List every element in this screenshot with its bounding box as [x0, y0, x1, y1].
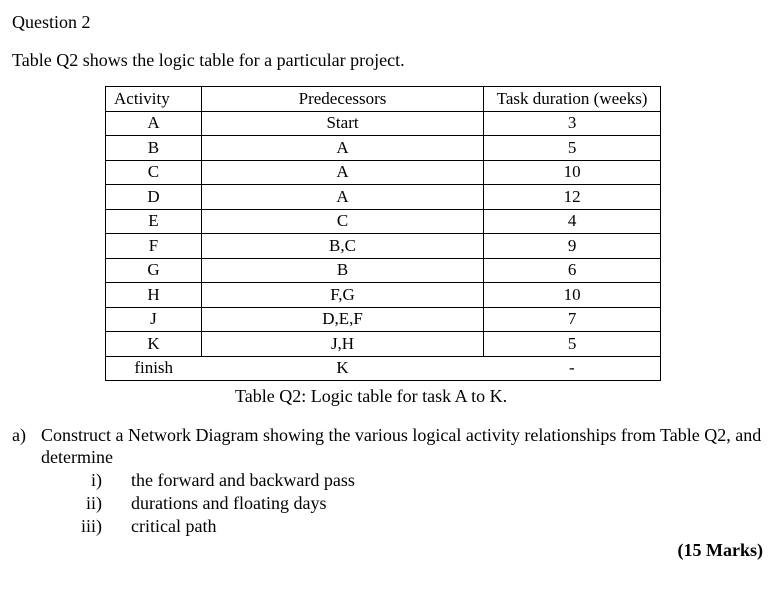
marks-label: (15 Marks)	[677, 540, 763, 560]
table-row	[106, 136, 661, 161]
cell-activity: G	[106, 258, 202, 283]
subitem-number: iii)	[81, 516, 102, 536]
cell-activity: B	[106, 136, 202, 161]
cell-activity: finish	[106, 356, 202, 381]
cell-activity: D	[106, 185, 202, 210]
cell-predecessors: Start	[201, 111, 483, 136]
header-activity: Activity	[106, 87, 202, 112]
cell-predecessors: A	[201, 185, 483, 210]
subitem-text: critical path	[131, 516, 217, 536]
cell-duration: 6	[484, 258, 661, 283]
question-heading: Question 2	[12, 12, 91, 32]
subitem-text: durations and floating days	[131, 493, 327, 513]
table-row	[106, 332, 661, 357]
table-row	[106, 111, 661, 136]
cell-predecessors: C	[201, 209, 483, 234]
cell-duration: 12	[484, 185, 661, 210]
table-row	[106, 209, 661, 234]
subitem-number: ii)	[86, 493, 102, 513]
table-row	[106, 234, 661, 259]
cell-activity: A	[106, 111, 202, 136]
header-duration: Task duration (weeks)	[484, 87, 661, 112]
cell-predecessors: K	[201, 356, 483, 381]
logic-table	[105, 86, 661, 381]
part-a-marker: a)	[12, 425, 26, 445]
cell-activity: K	[106, 332, 202, 357]
cell-duration: 10	[484, 160, 661, 185]
table-row	[106, 258, 661, 283]
table-caption: Table Q2: Logic table for task A to K.	[235, 386, 508, 406]
header-predecessors: Predecessors	[201, 87, 483, 112]
cell-duration: 3	[484, 111, 661, 136]
question-intro: Table Q2 shows the logic table for a particular project.	[12, 50, 405, 70]
cell-predecessors: A	[201, 136, 483, 161]
cell-duration: 5	[484, 332, 661, 357]
cell-predecessors: J,H	[201, 332, 483, 357]
table-row	[106, 160, 661, 185]
cell-predecessors: B,C	[201, 234, 483, 259]
table-row	[106, 283, 661, 308]
cell-activity: E	[106, 209, 202, 234]
table-row	[106, 356, 661, 381]
table-row	[106, 307, 661, 332]
table-header-row	[106, 87, 661, 112]
cell-activity: F	[106, 234, 202, 259]
cell-predecessors: B	[201, 258, 483, 283]
cell-predecessors: F,G	[201, 283, 483, 308]
subitem-number: i)	[91, 470, 102, 490]
cell-activity: J	[106, 307, 202, 332]
cell-duration: 10	[484, 283, 661, 308]
part-a-text: Construct a Network Diagram showing the various logical activity relationships from Table Q2, and determine	[41, 425, 762, 467]
cell-activity: H	[106, 283, 202, 308]
cell-duration: 7	[484, 307, 661, 332]
cell-duration: 5	[484, 136, 661, 161]
table-row	[106, 185, 661, 210]
subitem-text: the forward and backward pass	[131, 470, 355, 490]
cell-duration: 9	[484, 234, 661, 259]
cell-duration: -	[484, 356, 661, 381]
cell-duration: 4	[484, 209, 661, 234]
cell-predecessors: D,E,F	[201, 307, 483, 332]
cell-activity: C	[106, 160, 202, 185]
cell-predecessors: A	[201, 160, 483, 185]
